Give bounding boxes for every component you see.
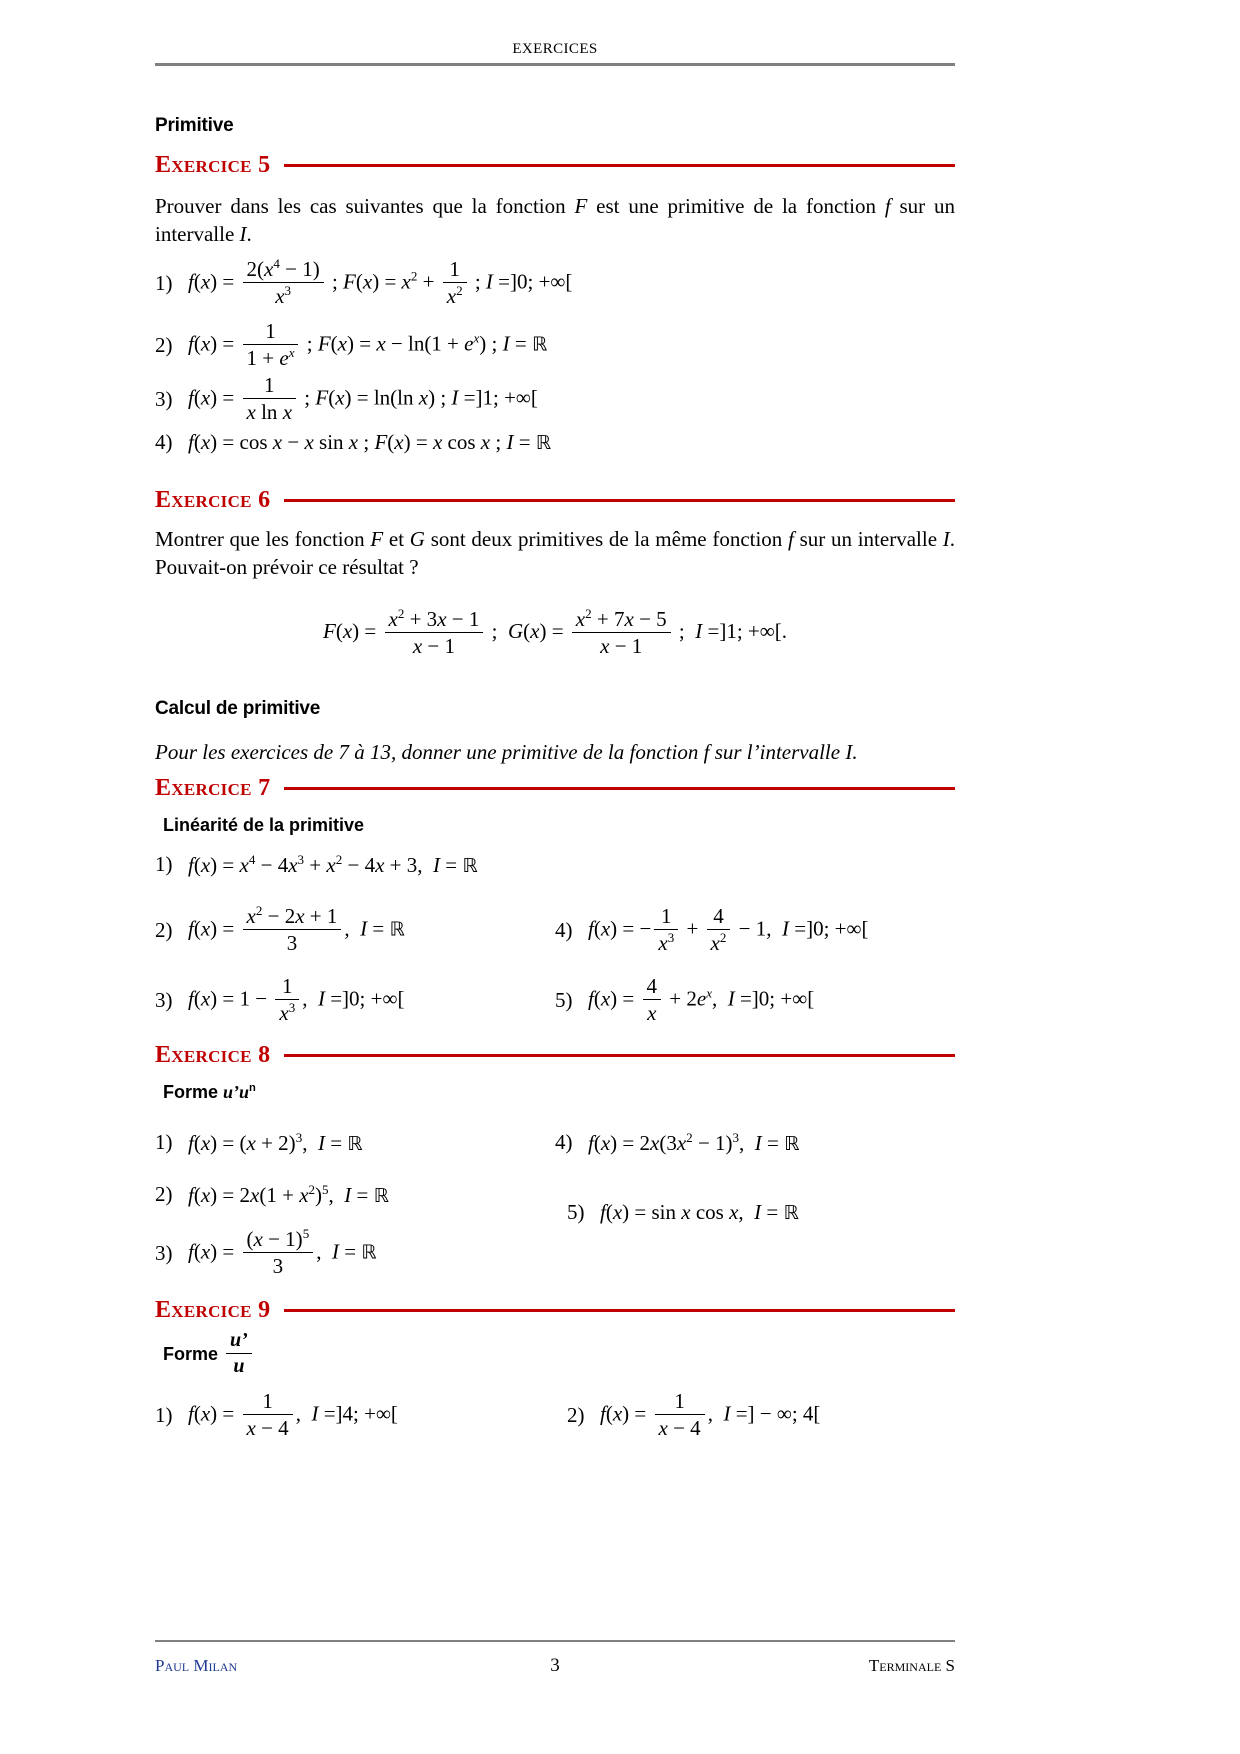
exercise-7-item-2-col [155, 905, 555, 956]
page-footer [155, 1655, 955, 1677]
exercise-5-rule [284, 164, 955, 167]
exercise-8-rule [284, 1054, 955, 1057]
item-formula: f(x) = sin x cos x, I = ℝ [600, 1200, 799, 1224]
item-formula: f(x) = $\frac{2(x^4 - 1)}{x^3}$ ; $F(x) = x^2$ + $\frac{1}{x^2}$ ; I =]0; +∞[ [188, 256, 573, 309]
section-heading-primitive: Primitive [155, 115, 234, 136]
item-formula: f(x) = $\frac{1}{\text{x ln x}}$ ; F(x) = ln(ln x) ; I =]1; +∞[ [188, 373, 538, 425]
item-number: 1) [155, 1130, 173, 1154]
item-formula: f(x) = $\frac{1}{x - 4}$ , I =] − ∞; 4[ [600, 1389, 821, 1441]
exercise-9-item-1 [155, 1390, 555, 1441]
section-heading-calcul: Calcul de primitive [155, 698, 321, 719]
header-rule [155, 63, 955, 66]
exercise-7-row-3 [155, 975, 955, 1026]
exercise-8-item-3 [155, 1228, 377, 1279]
item-number: 3) [155, 1241, 173, 1266]
exercise-8-item-1-col [155, 1130, 555, 1155]
exercise-9-row-1 [155, 1390, 955, 1441]
exercise-9-item-1-col [155, 1390, 555, 1441]
exercise-8-label: Exercice 8 [155, 1042, 271, 1068]
exercise-8-item-1 [155, 1130, 555, 1155]
item-number: 2) [155, 333, 173, 358]
exercise-5-item-1 [155, 258, 572, 309]
exercise-9-header [155, 1297, 955, 1324]
exercise-8-header [155, 1042, 955, 1069]
exercise-7-item-4-col [555, 905, 955, 956]
item-number: 1) [155, 271, 173, 296]
exercise-7-subtitle: Linéarité de la primitive [163, 815, 365, 835]
footer-author: Paul Milan [155, 1656, 238, 1675]
item-number: 5) [567, 1200, 585, 1224]
exercise-8-item-2-col [155, 1182, 555, 1207]
exercise-8-row-2 [155, 1182, 955, 1225]
exercise-5-label: Exercice 5 [155, 152, 271, 178]
exercise-6-statement: Montrer que les fonction F et G sont deux primitives de la même fonction f sur un intervalle I. Pouvait-on prévoir ce résultat ? [155, 527, 955, 580]
item-formula: $f(x) = 2x(3x^2 - 1)^3$, I = ℝ [588, 1130, 800, 1155]
exercise-8-item-2 [155, 1182, 555, 1207]
exercise-8-item-4-col [555, 1130, 955, 1155]
item-formula: f(x) = $\frac{1}{1 + e^x}$ ; $F(x) = x - \ln(1 + e^x)$ ; I = ℝ [188, 319, 548, 371]
exercise-7-item-4 [555, 905, 955, 956]
exercise-5-item-2 [155, 320, 547, 371]
item-number: 2) [567, 1403, 585, 1428]
exercise-9-item-2 [567, 1390, 955, 1441]
footer-rule [155, 1640, 955, 1642]
exercise-8-item-4 [555, 1130, 955, 1155]
calcul-instruction: Pour les exercices de 7 à 13, donner une primitive de la fonction f sur l’intervalle I. [155, 740, 858, 764]
item-number: 3) [155, 387, 173, 412]
item-formula: f(x) = $\frac{(x - 1)^5}{3}$ , I = ℝ [188, 1226, 377, 1279]
exercise-7-item-3-col [155, 975, 555, 1026]
item-formula: f(x) = − $\frac{1}{x^3}$ + $\frac{4}{x^2}$ − 1, I =]0; +∞[ [588, 904, 869, 956]
exercise-7-item-5 [555, 975, 955, 1026]
item-number: 1) [155, 852, 173, 876]
exercise-7-item-1 [155, 852, 478, 877]
item-number: 1) [155, 1403, 173, 1428]
header-title: EXERCICES [512, 41, 598, 57]
item-formula: f(x) = $\frac{1}{x - 4}$ , I =]4; +∞[ [188, 1389, 398, 1441]
exercise-7-row-2 [155, 905, 955, 956]
exercise-7-header [155, 775, 955, 802]
exercise-8-subtitle: Forme $u’u^n$ [163, 1082, 256, 1102]
exercise-9-subtitle-word: Forme [163, 1344, 219, 1364]
exercise-9-item-2-col [555, 1390, 955, 1441]
item-number: 3) [155, 988, 173, 1013]
exercise-5-item-4 [155, 430, 551, 455]
exercise-7-label: Exercice 7 [155, 775, 271, 801]
exercise-5-item-3 [155, 374, 538, 425]
item-number: 2) [155, 1182, 173, 1206]
page-header [155, 40, 955, 58]
item-number: 4) [155, 430, 173, 454]
item-formula: f(x) = $\frac{x^2 - 2x + 1}{3}$ , I = ℝ [188, 903, 405, 956]
exercise-9-label: Exercice 9 [155, 1297, 271, 1323]
exercise-9-rule [284, 1309, 955, 1312]
item-formula: $f(x) = x^4 - 4x^3 + x^2 - 4x + 3$, I = ℝ [188, 852, 478, 877]
item-formula: $f(x) = (x + 2)^3$, I = ℝ [188, 1130, 363, 1155]
exercise-6-label: Exercice 6 [155, 487, 271, 513]
exercise-6-formula: F(x) = $\frac{x^2 + 3x - 1}{x - 1}$ ; G(x) = $\frac{x^2 + 7x - 5}{x - 1}$ ; I =]1; +∞[. [323, 606, 787, 659]
exercise-9-subtitle: Forme $\frac{u’}{u}$ [155, 1330, 255, 1379]
exercise-6-rule [284, 499, 955, 502]
exercise-5-statement: Prouver dans les cas suivantes que la fonction F est une primitive de la fonction f sur un intervalle I. [155, 194, 956, 247]
item-number: 5) [555, 988, 573, 1013]
exercise-8-item-5-col [555, 1182, 955, 1225]
item-formula: $f(x) = 2x(1 + x^2)^5$, I = ℝ [188, 1182, 389, 1207]
footer-level: Terminale S [868, 1656, 955, 1675]
exercise-7-item-3 [155, 975, 555, 1026]
item-formula: f(x) = cos x − x sin x ; F(x) = x cos x ; I = ℝ [188, 430, 552, 454]
exercise-8-item-5 [567, 1200, 955, 1225]
item-number: 2) [155, 918, 173, 943]
exercise-7-item-5-col [555, 975, 955, 1026]
exercise-5-header [155, 152, 955, 179]
document-page [155, 0, 955, 1754]
item-number: 4) [555, 918, 573, 943]
footer-page-number: 3 [550, 1655, 560, 1676]
exercise-6-header [155, 487, 955, 514]
item-number: 4) [555, 1130, 573, 1154]
item-formula: f(x) = $\frac{4}{x}$ + $2e^x$, I =]0; +∞[ [588, 974, 815, 1026]
exercise-7-item-2 [155, 905, 555, 956]
item-formula: f(x) = 1 − $\frac{1}{x^3}$ , I =]0; +∞[ [188, 974, 405, 1026]
exercise-7-rule [284, 787, 955, 790]
exercise-8-row-1 [155, 1130, 955, 1155]
